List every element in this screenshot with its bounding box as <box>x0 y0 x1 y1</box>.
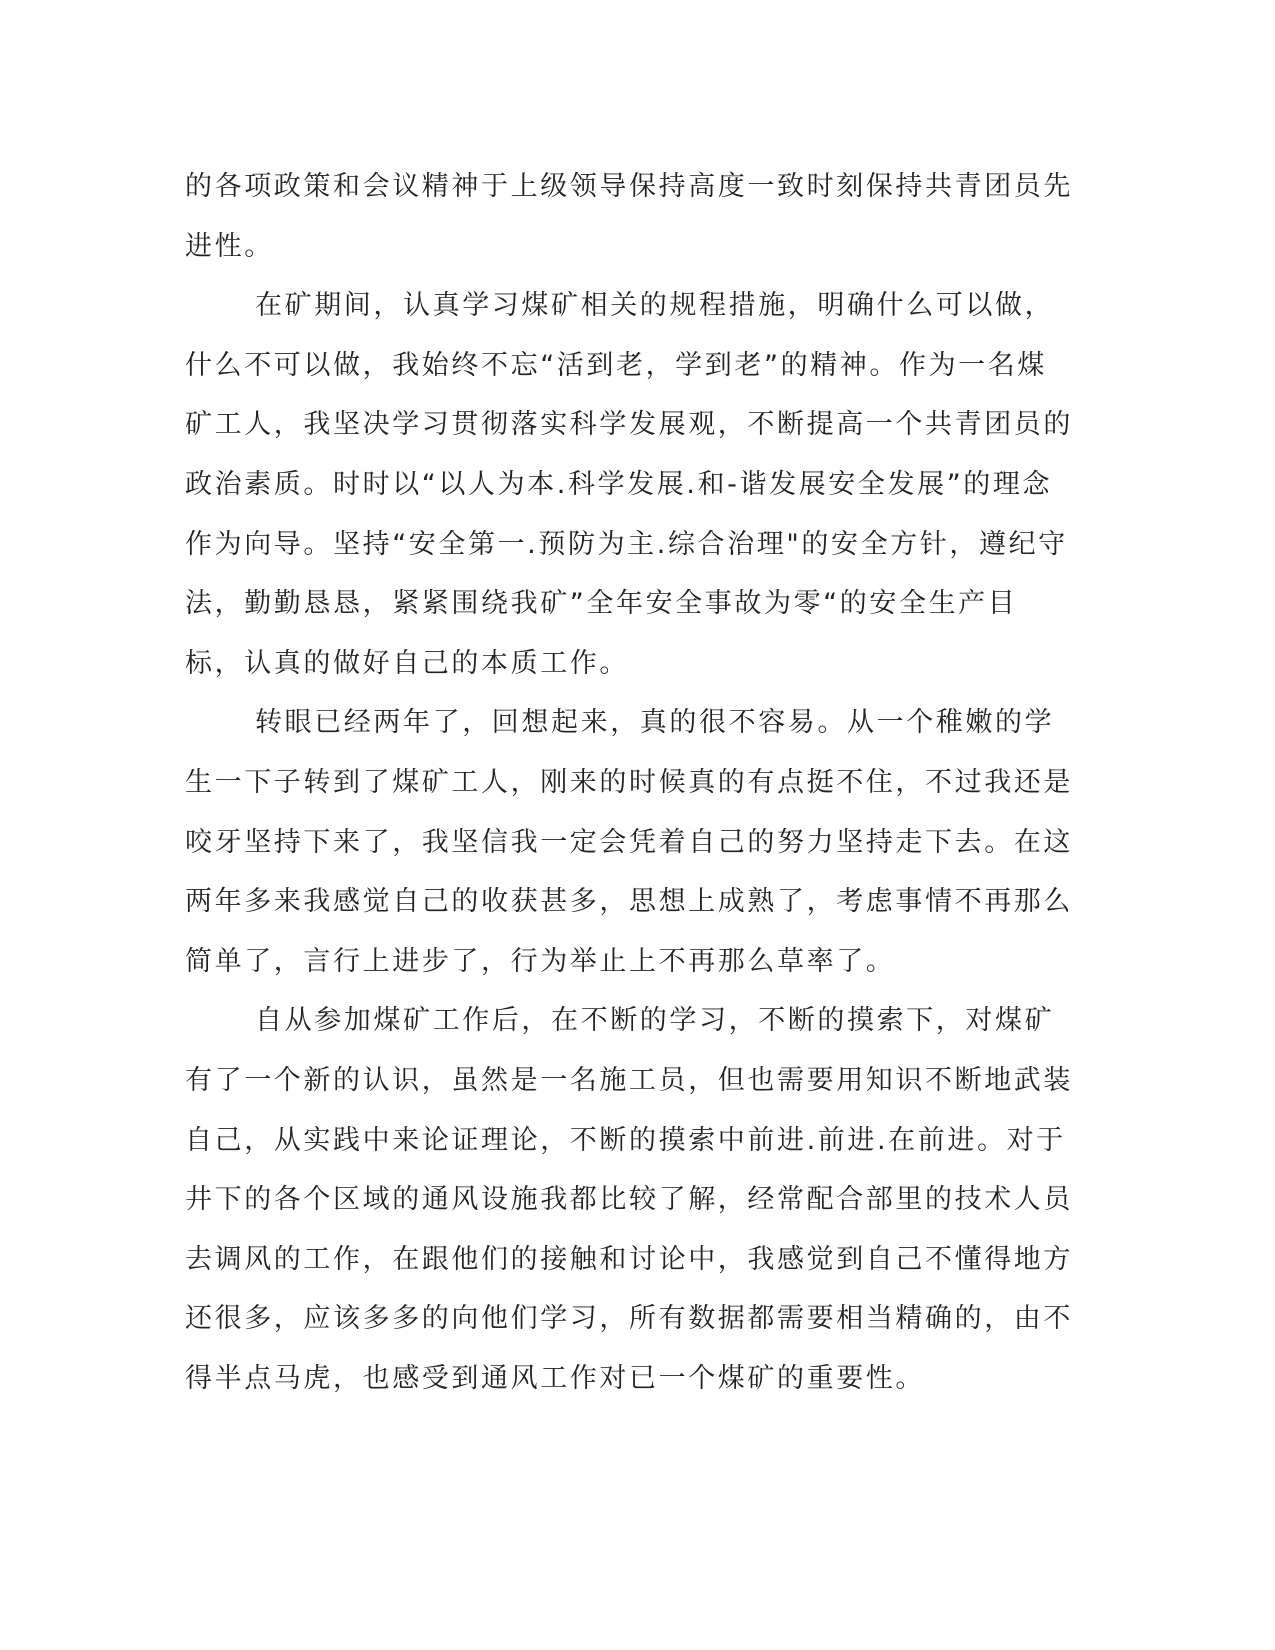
paragraph-two-years: 转眼已经两年了，回想起来，真的很不容易。从一个稚嫩的学生一下子转到了煤矿工人，刚来的时候真的有点挺不住，不过我还是咬牙坚持下来了，我坚信我一定会凭着自己的努力坚持走下去。在这两年多来我感觉自己的收获甚多，思想上成熟了，考虑事情不再那么简单了，言行上进步了，行为举止上不再那么草率了。 <box>185 707 1073 977</box>
paragraph-ventilation-work: 自从参加煤矿工作后，在不断的学习，不断的摸索下，对煤矿有了一个新的认识，虽然是一名施工员，但也需要用知识不断地武装自己，从实践中来论证理论，不断的摸索中前进.前进.在前进。对于井下的各个区域的通风设施我都比较了解，经常配合部里的技术人员去调风的工作，在跟他们的接触和讨论中，我感觉到自己不懂得地方还很多，应该多多的向他们学习，所有数据都需要相当精确的，由不得半点马虎，也感受到通风工作对已一个煤矿的重要性。 <box>185 1005 1073 1394</box>
paragraph-continuation: 的各项政策和会议精神于上级领导保持高度一致时刻保持共青团员先进性。 <box>185 171 1073 262</box>
paragraph-study-regulations: 在矿期间，认真学习煤矿相关的规程措施，明确什么可以做，什么不可以做，我始终不忘“活到老，学到老”的精神。作为一名煤矿工人，我坚决学习贯彻落实科学发展观，不断提高一个共青团员的政治素质。时时以“以人为本.科学发展.和-谐发展安全发展”的理念作为向导。坚持“安全第一.预防为主.综合治理"的安全方针，遵纪守法，勤勤恳恳，紧紧围绕我矿”全年安全事故为零“的安全生产目标，认真的做好自己的本质工作。 <box>185 290 1073 679</box>
document-body <box>185 157 1075 1408</box>
